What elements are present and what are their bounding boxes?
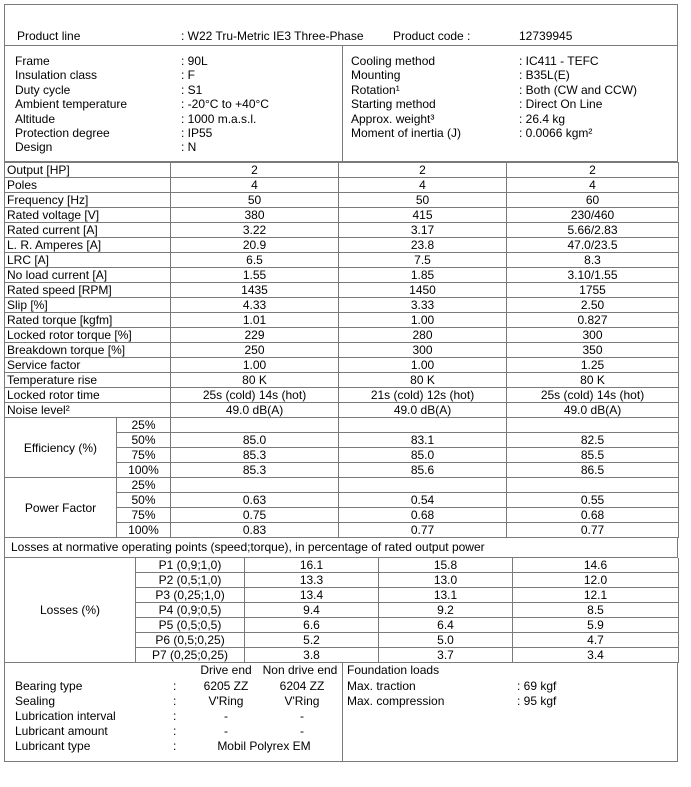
spec-value: : B35L(E) bbox=[519, 68, 570, 83]
spec-label: Ambient temperature bbox=[15, 97, 128, 112]
spec-value: : 26.4 kg bbox=[519, 111, 566, 126]
performance-value: 1.00 bbox=[171, 358, 339, 373]
performance-value: 80 K bbox=[339, 373, 507, 388]
general-data-section bbox=[4, 46, 678, 162]
performance-value: 1.01 bbox=[171, 313, 339, 328]
bearing-value-de: - bbox=[224, 724, 228, 738]
spec-label: Cooling method bbox=[351, 54, 436, 68]
efficiency-load: 75% bbox=[117, 448, 171, 463]
general-left-labels bbox=[15, 54, 127, 155]
bearing-label: Lubricant type bbox=[15, 739, 91, 753]
header-section bbox=[4, 4, 678, 46]
performance-value: 47.0/23.5 bbox=[507, 238, 679, 253]
performance-label: Rated current [A] bbox=[5, 223, 171, 238]
performance-value: 49.0 dB(A) bbox=[507, 403, 679, 418]
performance-value: 415 bbox=[339, 208, 507, 223]
performance-value: 280 bbox=[339, 328, 507, 343]
spec-label: Rotation¹ bbox=[351, 82, 400, 97]
power-factor-load: 75% bbox=[117, 508, 171, 523]
performance-value: 6.5 bbox=[171, 253, 339, 268]
efficiency-value: 85.5 bbox=[507, 448, 679, 463]
power-factor-value bbox=[507, 478, 679, 493]
performance-value: 4 bbox=[171, 178, 339, 193]
performance-value: 2 bbox=[507, 163, 679, 178]
spec-value: : S1 bbox=[181, 82, 203, 97]
performance-value: 1.25 bbox=[507, 358, 679, 373]
performance-value: 4 bbox=[339, 178, 507, 193]
performance-row bbox=[5, 268, 679, 283]
performance-value: 2 bbox=[171, 163, 339, 178]
performance-row bbox=[5, 238, 679, 253]
losses-value: 13.0 bbox=[379, 573, 513, 588]
power-factor-value: 0.68 bbox=[507, 508, 679, 523]
bearing-value-de: 6205 ZZ bbox=[203, 679, 249, 693]
losses-point: P6 (0,5;0,25) bbox=[136, 633, 245, 648]
general-left-values bbox=[181, 54, 269, 155]
spec-value: : IP55 bbox=[181, 125, 213, 140]
bearing-label: Lubrication interval bbox=[15, 709, 116, 723]
power-factor-value: 0.63 bbox=[171, 493, 339, 508]
efficiency-value: 85.0 bbox=[171, 433, 339, 448]
performance-value: 3.17 bbox=[339, 223, 507, 238]
spec-label: Protection degree bbox=[15, 125, 110, 140]
losses-value: 9.4 bbox=[245, 603, 379, 618]
spec-label: Mounting bbox=[351, 68, 401, 83]
losses-value: 3.8 bbox=[245, 648, 379, 663]
bearings-foundation-section bbox=[4, 663, 678, 762]
performance-row bbox=[5, 373, 679, 388]
performance-row bbox=[5, 358, 679, 373]
power-factor-load: 50% bbox=[117, 493, 171, 508]
spec-value: : F bbox=[181, 68, 195, 83]
performance-value: 3.22 bbox=[171, 223, 339, 238]
performance-label: Rated voltage [V] bbox=[5, 208, 171, 223]
bearing-value-both: Mobil Polyrex EM bbox=[217, 739, 311, 753]
efficiency-load: 25% bbox=[117, 418, 171, 433]
losses-value: 3.4 bbox=[513, 648, 679, 663]
performance-value: 7.5 bbox=[339, 253, 507, 268]
performance-value: 350 bbox=[507, 343, 679, 358]
losses-label: Losses (%) bbox=[5, 558, 136, 663]
general-right-labels bbox=[351, 54, 461, 140]
performance-label: Locked rotor time bbox=[5, 388, 171, 403]
performance-value: 2 bbox=[339, 163, 507, 178]
performance-label: Rated speed [RPM] bbox=[5, 283, 171, 298]
performance-value: 0.827 bbox=[507, 313, 679, 328]
performance-value: 300 bbox=[339, 343, 507, 358]
losses-value: 4.7 bbox=[513, 633, 679, 648]
performance-value: 2.50 bbox=[507, 298, 679, 313]
bearing-label: Lubricant amount bbox=[15, 724, 108, 738]
performance-value: 49.0 dB(A) bbox=[171, 403, 339, 418]
performance-value: 80 K bbox=[507, 373, 679, 388]
general-right-values bbox=[519, 54, 637, 140]
power-factor-value bbox=[339, 478, 507, 493]
losses-value: 12.0 bbox=[513, 573, 679, 588]
bearing-colon: : bbox=[173, 709, 177, 723]
spec-label: Altitude bbox=[15, 111, 56, 126]
power-factor-label: Power Factor bbox=[5, 478, 117, 538]
spec-label: Insulation class bbox=[15, 68, 98, 83]
spec-value: : Both (CW and CCW) bbox=[519, 82, 638, 97]
performance-row bbox=[5, 253, 679, 268]
performance-value: 380 bbox=[171, 208, 339, 223]
losses-point: P2 (0,5;1,0) bbox=[136, 573, 245, 588]
spec-value: : Direct On Line bbox=[519, 97, 603, 112]
losses-table bbox=[4, 558, 679, 663]
power-factor-value: 0.77 bbox=[507, 523, 679, 538]
losses-value: 13.1 bbox=[379, 588, 513, 603]
performance-value: 60 bbox=[507, 193, 679, 208]
power-factor-load: 25% bbox=[117, 478, 171, 493]
efficiency-value: 83.1 bbox=[339, 433, 507, 448]
performance-label: Noise level² bbox=[5, 403, 171, 418]
losses-value: 5.0 bbox=[379, 633, 513, 648]
bearing-value-de: V'Ring bbox=[208, 694, 244, 708]
performance-label: Locked rotor torque [%] bbox=[5, 328, 171, 343]
performance-row bbox=[5, 343, 679, 358]
power-factor-value bbox=[171, 478, 339, 493]
losses-value: 6.6 bbox=[245, 618, 379, 633]
losses-value: 15.8 bbox=[379, 558, 513, 573]
performance-value: 25s (cold) 14s (hot) bbox=[171, 388, 339, 403]
power-factor-value: 0.68 bbox=[339, 508, 507, 523]
bearing-value-nde: - bbox=[300, 709, 304, 723]
efficiency-value bbox=[339, 418, 507, 433]
performance-row bbox=[5, 193, 679, 208]
losses-title: Losses at normative operating points (speed;torque), in percentage of rated output power bbox=[4, 538, 678, 558]
losses-point: P3 (0,25;1,0) bbox=[136, 588, 245, 603]
foundation-label: Max. compression bbox=[347, 694, 445, 708]
bearing-value-de: - bbox=[224, 709, 228, 723]
performance-row bbox=[5, 223, 679, 238]
performance-value: 20.9 bbox=[171, 238, 339, 253]
efficiency-value: 85.3 bbox=[171, 463, 339, 478]
performance-label: Frequency [Hz] bbox=[5, 193, 171, 208]
performance-label: No load current [A] bbox=[5, 268, 171, 283]
performance-label: Temperature rise bbox=[5, 373, 171, 388]
performance-value: 50 bbox=[339, 193, 507, 208]
power-factor-value: 0.75 bbox=[171, 508, 339, 523]
performance-label: Slip [%] bbox=[5, 298, 171, 313]
product-code-value: 12739945 bbox=[519, 29, 573, 43]
bearing-colon: : bbox=[173, 739, 177, 753]
performance-row bbox=[5, 163, 679, 178]
foundation-value: : 95 kgf bbox=[517, 694, 557, 708]
spec-label: Design bbox=[15, 140, 53, 155]
performance-value: 5.66/2.83 bbox=[507, 223, 679, 238]
performance-value: 21s (cold) 12s (hot) bbox=[339, 388, 507, 403]
performance-label: Output [HP] bbox=[5, 163, 171, 178]
power-factor-value: 0.77 bbox=[339, 523, 507, 538]
bearing-label: Sealing bbox=[15, 694, 56, 708]
power-factor-value: 0.83 bbox=[171, 523, 339, 538]
performance-row bbox=[5, 403, 679, 418]
efficiency-value bbox=[507, 418, 679, 433]
efficiency-value: 85.6 bbox=[339, 463, 507, 478]
non-drive-end-header: Non drive end bbox=[262, 663, 338, 677]
performance-value: 229 bbox=[171, 328, 339, 343]
bearing-colon: : bbox=[173, 694, 177, 708]
losses-value: 6.4 bbox=[379, 618, 513, 633]
spec-value: : N bbox=[181, 140, 197, 155]
efficiency-row bbox=[5, 418, 679, 433]
losses-value: 8.5 bbox=[513, 603, 679, 618]
performance-label: LRC [A] bbox=[5, 253, 171, 268]
efficiency-value: 82.5 bbox=[507, 433, 679, 448]
performance-row bbox=[5, 283, 679, 298]
spec-label: Duty cycle bbox=[15, 82, 71, 97]
performance-value: 230/460 bbox=[507, 208, 679, 223]
losses-point: P5 (0,5;0,5) bbox=[136, 618, 245, 633]
product-line-label: Product line bbox=[17, 29, 81, 43]
spec-value: : 90L bbox=[181, 54, 208, 68]
losses-value: 14.6 bbox=[513, 558, 679, 573]
spec-label: Approx. weight³ bbox=[351, 111, 435, 126]
spec-label: Frame bbox=[15, 54, 50, 68]
performance-value: 1755 bbox=[507, 283, 679, 298]
performance-value: 300 bbox=[507, 328, 679, 343]
motor-datasheet bbox=[4, 4, 678, 762]
performance-value: 1.55 bbox=[171, 268, 339, 283]
spec-value: : IC411 - TEFC bbox=[519, 54, 599, 68]
power-factor-row bbox=[5, 478, 679, 493]
power-factor-load: 100% bbox=[117, 523, 171, 538]
performance-row bbox=[5, 328, 679, 343]
spec-label: Moment of inertia (J) bbox=[351, 125, 462, 140]
losses-row bbox=[5, 558, 679, 573]
spec-label: Starting method bbox=[351, 97, 436, 112]
performance-value: 8.3 bbox=[507, 253, 679, 268]
bearing-colon: : bbox=[173, 724, 177, 738]
efficiency-value bbox=[171, 418, 339, 433]
losses-point: P4 (0,9;0,5) bbox=[136, 603, 245, 618]
performance-value: 4.33 bbox=[171, 298, 339, 313]
drive-end-header: Drive end bbox=[200, 663, 252, 677]
performance-row bbox=[5, 208, 679, 223]
performance-row bbox=[5, 178, 679, 193]
performance-row bbox=[5, 298, 679, 313]
power-factor-value: 0.54 bbox=[339, 493, 507, 508]
losses-value: 13.4 bbox=[245, 588, 379, 603]
performance-label: Rated torque [kgfm] bbox=[5, 313, 171, 328]
performance-label: Service factor bbox=[5, 358, 171, 373]
spec-value: : -20°C to +40°C bbox=[181, 97, 269, 112]
losses-value: 13.3 bbox=[245, 573, 379, 588]
bearing-colon: : bbox=[173, 679, 177, 693]
performance-value: 4 bbox=[507, 178, 679, 193]
performance-value: 49.0 dB(A) bbox=[339, 403, 507, 418]
performance-row bbox=[5, 388, 679, 403]
performance-value: 1435 bbox=[171, 283, 339, 298]
performance-value: 50 bbox=[171, 193, 339, 208]
losses-value: 16.1 bbox=[245, 558, 379, 573]
performance-value: 3.10/1.55 bbox=[507, 268, 679, 283]
performance-value: 1450 bbox=[339, 283, 507, 298]
performance-value: 25s (cold) 14s (hot) bbox=[507, 388, 679, 403]
spec-value: : 1000 m.a.s.l. bbox=[181, 111, 257, 126]
bearing-value-nde: - bbox=[300, 724, 304, 738]
performance-label: Breakdown torque [%] bbox=[5, 343, 171, 358]
performance-table bbox=[4, 162, 679, 538]
losses-value: 9.2 bbox=[379, 603, 513, 618]
losses-value: 5.9 bbox=[513, 618, 679, 633]
performance-row bbox=[5, 313, 679, 328]
product-line-value: : W22 Tru-Metric IE3 Three-Phase bbox=[181, 29, 364, 43]
efficiency-load: 100% bbox=[117, 463, 171, 478]
performance-value: 23.8 bbox=[339, 238, 507, 253]
efficiency-value: 85.3 bbox=[171, 448, 339, 463]
performance-value: 1.00 bbox=[339, 313, 507, 328]
power-factor-value: 0.55 bbox=[507, 493, 679, 508]
bearing-value-nde: 6204 ZZ bbox=[279, 679, 325, 693]
performance-label: Poles bbox=[5, 178, 171, 193]
foundation-label: Max. traction bbox=[347, 679, 416, 693]
losses-point: P1 (0,9;1,0) bbox=[136, 558, 245, 573]
efficiency-value: 85.0 bbox=[339, 448, 507, 463]
losses-value: 5.2 bbox=[245, 633, 379, 648]
losses-point: P7 (0,25;0,25) bbox=[136, 648, 245, 663]
performance-value: 3.33 bbox=[339, 298, 507, 313]
foundation-title: Foundation loads bbox=[347, 663, 440, 677]
bearing-label: Bearing type bbox=[15, 679, 83, 693]
efficiency-label: Efficiency (%) bbox=[5, 418, 117, 478]
performance-value: 1.00 bbox=[339, 358, 507, 373]
performance-value: 80 K bbox=[171, 373, 339, 388]
efficiency-load: 50% bbox=[117, 433, 171, 448]
efficiency-value: 86.5 bbox=[507, 463, 679, 478]
spec-value: : 0.0066 kgm² bbox=[519, 125, 593, 140]
performance-value: 250 bbox=[171, 343, 339, 358]
foundation-value: : 69 kgf bbox=[517, 679, 557, 693]
performance-label: L. R. Amperes [A] bbox=[5, 238, 171, 253]
losses-value: 3.7 bbox=[379, 648, 513, 663]
bearing-value-nde: V'Ring bbox=[284, 694, 320, 708]
performance-value: 1.85 bbox=[339, 268, 507, 283]
losses-value: 12.1 bbox=[513, 588, 679, 603]
product-code-label: Product code : bbox=[393, 29, 471, 43]
